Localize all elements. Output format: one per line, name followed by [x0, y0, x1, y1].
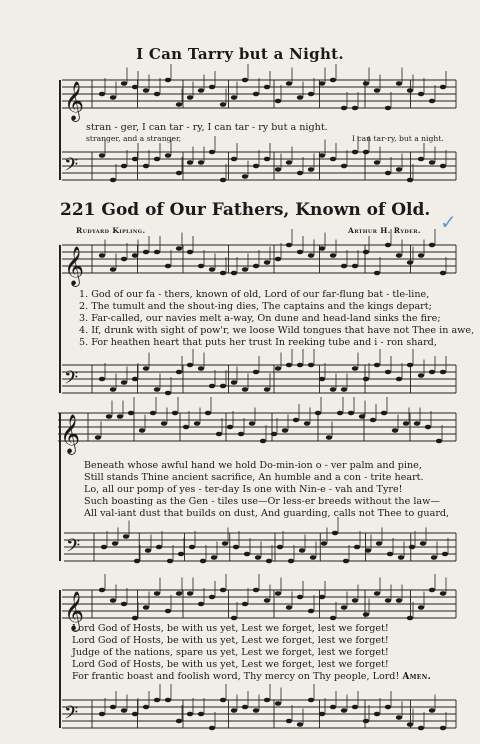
note-head — [308, 698, 314, 703]
note-head — [231, 157, 237, 162]
note-head — [341, 605, 347, 610]
note-head — [315, 411, 321, 416]
note-head — [220, 178, 226, 183]
note-head — [220, 102, 226, 107]
note-head — [253, 588, 259, 593]
note-head — [165, 153, 171, 158]
note-head — [238, 432, 244, 437]
note-head — [363, 81, 369, 86]
verse-line: Lord God of Hosts, be with us yet, Lest we forget, lest we forget! — [72, 635, 389, 646]
note-head — [304, 421, 310, 426]
note-head — [297, 95, 303, 100]
note-head — [222, 541, 228, 546]
verses-block-a — [79, 289, 474, 349]
verse-line: 4. If, drunk with sight of pow'r, we loose Wild tongues that have not Thee in awe, — [79, 325, 475, 336]
note-head — [293, 418, 299, 423]
note-head — [132, 253, 138, 258]
note-head — [231, 95, 237, 100]
note-head — [381, 411, 387, 416]
note-head — [165, 609, 171, 614]
note-head — [183, 425, 189, 430]
verses-block-c — [72, 623, 431, 683]
note-head — [418, 157, 424, 162]
note-head — [145, 548, 151, 553]
note-head — [299, 548, 305, 553]
note-head — [332, 531, 338, 536]
note-head — [275, 701, 281, 706]
note-head — [110, 267, 116, 272]
note-head — [396, 715, 402, 720]
author-credit: Rudyard Kipling. — [76, 226, 146, 235]
note-head — [231, 708, 237, 713]
composer-credit: Arthur H. Ryder. — [348, 226, 421, 235]
note-head — [253, 92, 259, 97]
note-head — [341, 164, 347, 169]
note-head — [198, 264, 204, 269]
note-head — [220, 698, 226, 703]
note-head — [440, 271, 446, 276]
note-head — [176, 719, 182, 724]
note-head — [216, 432, 222, 437]
note-head — [297, 595, 303, 600]
note-head — [253, 264, 259, 269]
note-head — [282, 428, 288, 433]
note-head — [286, 719, 292, 724]
note-head — [187, 363, 193, 368]
note-head — [418, 92, 424, 97]
note-head — [363, 719, 369, 724]
note-head — [440, 726, 446, 731]
verses-block-b — [84, 460, 449, 520]
note-head — [407, 616, 413, 621]
note-head — [121, 602, 127, 607]
note-head — [121, 708, 127, 713]
note-head — [198, 712, 204, 717]
note-head — [110, 387, 116, 392]
bass-clef-icon: 𝄢 — [64, 155, 79, 180]
note-head — [308, 253, 314, 258]
note-head — [385, 370, 391, 375]
note-head — [220, 588, 226, 593]
note-head — [143, 705, 149, 710]
note-head — [330, 705, 336, 710]
note-head — [255, 555, 261, 560]
note-head — [253, 708, 259, 713]
note-head — [249, 421, 255, 426]
note-head — [396, 598, 402, 603]
note-head — [385, 598, 391, 603]
note-head — [264, 260, 270, 265]
verse-line: All val-iant dust that builds on dust, And guarding, calls not Thee to guard, — [84, 508, 450, 519]
note-head — [407, 363, 413, 368]
note-head — [330, 253, 336, 258]
note-head — [418, 373, 424, 378]
note-head — [189, 545, 195, 550]
note-head — [231, 380, 237, 385]
note-head — [132, 377, 138, 382]
note-head — [154, 92, 160, 97]
note-head — [178, 552, 184, 557]
note-head — [123, 534, 129, 539]
note-head — [165, 78, 171, 83]
note-head — [418, 605, 424, 610]
note-head — [227, 425, 233, 430]
verse-line — [72, 671, 431, 683]
note-head — [363, 150, 369, 155]
note-head — [429, 99, 435, 104]
note-head — [264, 157, 270, 162]
note-head — [253, 164, 259, 169]
note-head — [209, 85, 215, 90]
amen: Amen. — [402, 672, 432, 682]
note-head — [374, 591, 380, 596]
note-head — [297, 363, 303, 368]
note-head — [407, 178, 413, 183]
note-head — [319, 153, 325, 158]
note-head — [363, 612, 369, 617]
note-head — [198, 602, 204, 607]
note-head — [440, 164, 446, 169]
note-head — [231, 616, 237, 621]
note-head — [264, 85, 270, 90]
note-head — [143, 366, 149, 371]
note-head — [277, 545, 283, 550]
note-head — [143, 250, 149, 255]
note-head — [106, 414, 112, 419]
note-head — [110, 178, 116, 183]
note-head — [440, 370, 446, 375]
note-head — [398, 555, 404, 560]
note-head — [374, 160, 380, 165]
note-head — [242, 78, 248, 83]
note-head — [154, 591, 160, 596]
note-head — [134, 559, 140, 564]
note-head — [176, 102, 182, 107]
note-head — [275, 167, 281, 172]
note-head — [264, 387, 270, 392]
note-head — [121, 380, 127, 385]
note-head — [352, 106, 358, 111]
note-head — [211, 555, 217, 560]
note-head — [376, 541, 382, 546]
note-head — [396, 253, 402, 258]
note-head — [352, 705, 358, 710]
note-head — [187, 160, 193, 165]
note-head — [308, 609, 314, 614]
note-head — [187, 250, 193, 255]
note-head — [363, 250, 369, 255]
note-head — [209, 150, 215, 155]
note-head — [165, 264, 171, 269]
lyric-line: I can tar-ry, but a night. — [352, 134, 444, 143]
note-head — [209, 595, 215, 600]
note-head — [429, 243, 435, 248]
note-head — [101, 545, 107, 550]
note-head — [326, 435, 332, 440]
note-head — [440, 591, 446, 596]
note-head — [286, 363, 292, 368]
note-head — [110, 598, 116, 603]
verse-line: 2. The tumult and the shout-ing dies, The captains and the kings depart; — [79, 301, 432, 312]
note-head — [429, 708, 435, 713]
note-head — [242, 387, 248, 392]
note-head — [264, 698, 270, 703]
note-head — [231, 271, 237, 276]
lyric-line: stran - ger, I can tar - ry, I can tar - ry but a night. — [86, 122, 328, 133]
note-head — [352, 264, 358, 269]
note-head — [242, 267, 248, 272]
note-head — [200, 559, 206, 564]
hymn-number: 221 — [60, 200, 96, 220]
note-head — [176, 591, 182, 596]
note-head — [319, 712, 325, 717]
note-head — [403, 421, 409, 426]
note-head — [198, 366, 204, 371]
note-head — [429, 160, 435, 165]
note-head — [165, 391, 171, 396]
note-head — [110, 95, 116, 100]
note-head — [154, 250, 160, 255]
note-head — [99, 588, 105, 593]
check-mark-icon: ✓ — [440, 210, 457, 234]
note-head — [187, 591, 193, 596]
note-head — [99, 92, 105, 97]
note-head — [330, 157, 336, 162]
note-head — [275, 591, 281, 596]
treble-clef-icon: 𝄞 — [64, 591, 85, 631]
note-head — [150, 411, 156, 416]
note-head — [253, 370, 259, 375]
note-head — [233, 545, 239, 550]
verse-line: Lord God of Hosts, be with us yet, Lest we forget, lest we forget! — [72, 659, 389, 670]
note-head — [242, 705, 248, 710]
note-head — [209, 384, 215, 389]
note-head — [154, 387, 160, 392]
note-head — [396, 81, 402, 86]
note-head — [352, 598, 358, 603]
note-head — [275, 257, 281, 262]
note-head — [286, 605, 292, 610]
verse-line: Judge of the nations, spare us yet, Lest we forget, lest we forget! — [72, 647, 389, 658]
note-head — [341, 708, 347, 713]
verse-line-text: For frantic boast and foolish word, Thy mercy on Thy people, Lord! — [72, 671, 400, 682]
note-head — [310, 555, 316, 560]
note-head — [187, 712, 193, 717]
verse-line: Beneath whose awful hand we hold Do-min-ion o - ver palm and pine, — [84, 460, 422, 471]
note-head — [143, 164, 149, 169]
lyric-line: stranger, and a stranger, — [86, 134, 182, 143]
bass-clef-icon: 𝄢 — [64, 703, 79, 728]
note-head — [194, 421, 200, 426]
note-head — [242, 602, 248, 607]
note-head — [330, 387, 336, 392]
note-head — [365, 548, 371, 553]
note-head — [330, 616, 336, 621]
note-head — [341, 264, 347, 269]
note-head — [99, 253, 105, 258]
note-head — [321, 541, 327, 546]
note-head — [99, 377, 105, 382]
note-head — [132, 616, 138, 621]
verse-line: Still stands Thine ancient sacrifice, An humble and a con - trite heart. — [84, 472, 424, 483]
note-head — [198, 88, 204, 93]
note-head — [337, 411, 343, 416]
note-head — [387, 552, 393, 557]
note-head — [244, 552, 250, 557]
note-head — [374, 712, 380, 717]
note-head — [288, 559, 294, 564]
note-head — [440, 85, 446, 90]
note-head — [95, 435, 101, 440]
note-head — [385, 243, 391, 248]
note-head — [436, 439, 442, 444]
note-head — [374, 363, 380, 368]
note-head — [308, 363, 314, 368]
note-head — [275, 99, 281, 104]
note-head — [176, 171, 182, 176]
verse-line: Lord God of Hosts, be with us yet, Lest we forget, lest we forget! — [72, 623, 389, 634]
verse-line: 1. God of our fa - thers, known of old, Lord of our far-flung bat - tle-line, — [79, 289, 430, 300]
note-head — [374, 271, 380, 276]
note-head — [385, 705, 391, 710]
hymn-title: God of Our Fathers, Known of Old. — [101, 200, 431, 220]
note-head — [286, 81, 292, 86]
note-head — [385, 106, 391, 111]
note-head — [275, 366, 281, 371]
note-head — [425, 425, 431, 430]
note-head — [198, 160, 204, 165]
note-head — [121, 81, 127, 86]
note-head — [352, 150, 358, 155]
treble-clef-icon: 𝄞 — [64, 81, 85, 121]
note-head — [99, 153, 105, 158]
note-head — [161, 421, 167, 426]
note-head — [442, 552, 448, 557]
verse-line: Lo, all our pomp of yes - ter-day Is one with Nin-e - vah and Tyre! — [84, 484, 403, 495]
note-head — [370, 418, 376, 423]
note-head — [266, 559, 272, 564]
note-head — [420, 541, 426, 546]
note-head — [286, 243, 292, 248]
note-head — [319, 377, 325, 382]
note-head — [176, 246, 182, 251]
note-head — [359, 414, 365, 419]
note-head — [297, 250, 303, 255]
note-head — [374, 88, 380, 93]
note-head — [297, 722, 303, 727]
note-head — [354, 545, 360, 550]
note-head — [308, 92, 314, 97]
note-head — [385, 171, 391, 176]
verse-line: Such boasting as the Gen - tiles use—Or less-er breeds without the law— — [84, 496, 440, 507]
verse-line: 3. Far-called, our navies melt a-way, On dune and head-land sinks the fire; — [79, 313, 441, 324]
note-head — [99, 712, 105, 717]
note-head — [431, 555, 437, 560]
note-head — [132, 85, 138, 90]
note-head — [396, 167, 402, 172]
note-head — [167, 559, 173, 564]
note-head — [308, 167, 314, 172]
note-head — [271, 432, 277, 437]
note-head — [242, 174, 248, 179]
note-head — [139, 428, 145, 433]
note-head — [156, 545, 162, 550]
note-head — [407, 722, 413, 727]
note-head — [343, 559, 349, 564]
verse-line: 5. For heathen heart that puts her trust In reeking tube and i - ron shard, — [79, 337, 437, 348]
note-head — [352, 366, 358, 371]
note-head — [264, 598, 270, 603]
note-head — [341, 387, 347, 392]
treble-clef-icon: 𝄞 — [64, 246, 85, 286]
note-head — [429, 588, 435, 593]
note-head — [363, 377, 369, 382]
note-head — [330, 78, 336, 83]
note-head — [143, 88, 149, 93]
note-head — [407, 260, 413, 265]
note-head — [117, 414, 123, 419]
note-head — [348, 411, 354, 416]
note-head — [132, 712, 138, 717]
note-head — [176, 370, 182, 375]
note-head — [260, 439, 266, 444]
note-head — [172, 411, 178, 416]
note-head — [341, 106, 347, 111]
note-head — [429, 370, 435, 375]
note-head — [132, 157, 138, 162]
note-head — [154, 698, 160, 703]
note-head — [409, 545, 415, 550]
note-head — [414, 421, 420, 426]
note-head — [396, 377, 402, 382]
note-head — [286, 160, 292, 165]
note-head — [128, 411, 134, 416]
note-head — [205, 411, 211, 416]
note-head — [418, 726, 424, 731]
hymn-title-top: I Can Tarry but a Night. — [136, 45, 344, 63]
note-head — [110, 705, 116, 710]
note-head — [319, 246, 325, 251]
bass-clef-icon: 𝄢 — [64, 368, 79, 393]
note-head — [165, 698, 171, 703]
note-head — [187, 95, 193, 100]
note-head — [392, 428, 398, 433]
hymn-heading — [60, 200, 430, 220]
note-head — [297, 171, 303, 176]
note-head — [319, 81, 325, 86]
note-head — [418, 253, 424, 258]
note-head — [209, 267, 215, 272]
bass-clef-icon: 𝄢 — [66, 536, 81, 561]
note-head — [121, 164, 127, 169]
note-head — [407, 88, 413, 93]
note-head — [112, 541, 118, 546]
note-head — [143, 605, 149, 610]
treble-clef-icon: 𝄞 — [60, 414, 81, 454]
note-head — [220, 271, 226, 276]
note-head — [319, 595, 325, 600]
note-head — [154, 157, 160, 162]
note-head — [121, 257, 127, 262]
note-head — [220, 384, 226, 389]
note-head — [209, 726, 215, 731]
